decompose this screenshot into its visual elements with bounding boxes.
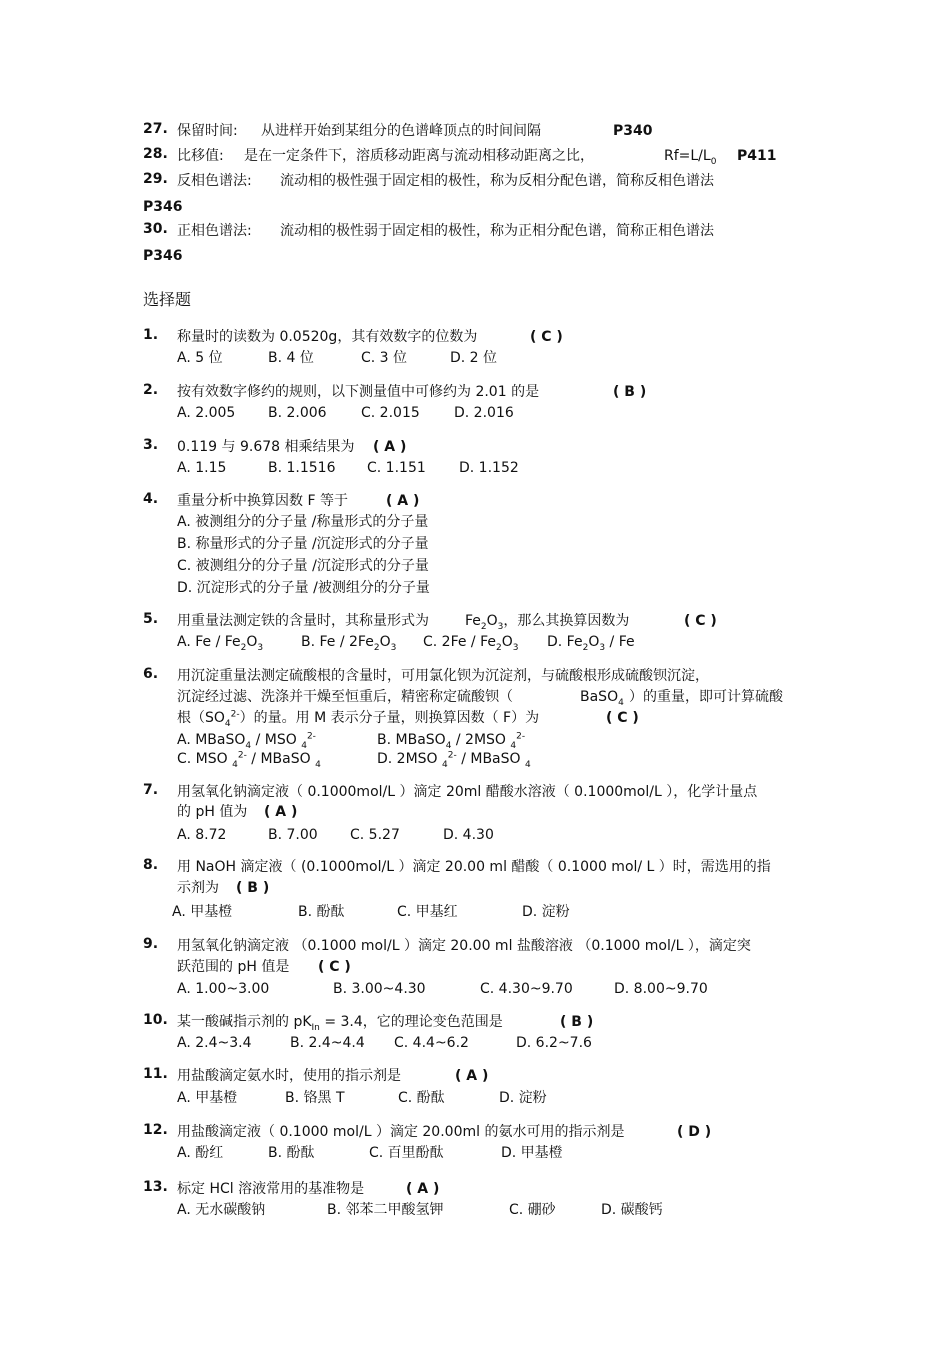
question-stem: 用盐酸滴定液（ 0.1000 mol/L ）滴定 20.00ml 的氨水可用的指示剂是 xyxy=(177,1124,625,1140)
answer-key: ( A ) xyxy=(373,439,407,455)
question-stem-line: 跃范围的 pH 值是 xyxy=(177,959,290,975)
option: C. 5.27 xyxy=(350,827,400,843)
option: A. 8.72 xyxy=(177,827,227,843)
question-stem: 某一酸碱指示剂的 $pK_{In} = 3.4$，它的理论变色范围是 xyxy=(177,1014,503,1033)
option: B. Fe / $2Fe_2O_3$ xyxy=(301,634,397,653)
option: B. 1.1516 xyxy=(268,460,336,476)
question-stem-line: ）的重量，即可计算硫酸 xyxy=(629,689,783,705)
option: D. 1.152 xyxy=(459,460,519,476)
option: A. 被测组分的分子量 /称量形式的分子量 xyxy=(177,514,429,530)
question-number: 4. xyxy=(143,491,159,507)
definition-text: 流动相的极性弱于固定相的极性，称为正相分配色谱，简称正相色谱法 xyxy=(280,223,714,239)
option: B. 3.00~4.30 xyxy=(333,981,426,997)
answer-key: ( A ) xyxy=(264,804,298,820)
option: C. MSO $_4^{2-}$ / MBaSO $_4$ xyxy=(177,750,321,770)
option: A. 甲基橙 xyxy=(177,1090,238,1106)
question-stem-line: 的 pH 值为 xyxy=(177,804,248,820)
option: A. 酚红 xyxy=(177,1145,224,1161)
option: A. 2.005 xyxy=(177,405,236,421)
option: C. 4.30~9.70 xyxy=(480,981,573,997)
option: D. 8.00~9.70 xyxy=(614,981,708,997)
option: A. 1.00~3.00 xyxy=(177,981,270,997)
question-number: 7. xyxy=(143,782,159,798)
page-reference: P340 xyxy=(613,123,653,139)
option: C. 酚酞 xyxy=(398,1090,445,1106)
option: A. MBaSO$_4$ / MSO $_4^{2-}$ xyxy=(177,731,316,751)
option: B. 酚酞 xyxy=(298,904,345,920)
item-number: 29. xyxy=(143,171,168,187)
item-number: 28. xyxy=(143,146,168,162)
option: B. 铬黑 T xyxy=(285,1090,345,1106)
option: C. 甲基红 xyxy=(397,904,458,920)
answer-key: ( C ) xyxy=(684,613,717,629)
option: C. 4.4~6.2 xyxy=(394,1035,469,1051)
question-stem-line: 沉淀经过滤、洗涤并干燥至恒重后，精密称定硫酸钡（ xyxy=(177,689,513,705)
answer-key: ( A ) xyxy=(386,493,420,509)
option: B. 酚酞 xyxy=(268,1145,315,1161)
answer-key: ( B ) xyxy=(236,880,270,896)
answer-key: ( C ) xyxy=(530,329,563,345)
option: B. 称量形式的分子量 /沉淀形式的分子量 xyxy=(177,536,429,552)
option: B. 2.006 xyxy=(268,405,327,421)
option: B. 4 位 xyxy=(268,350,314,366)
option: D. 甲基橙 xyxy=(501,1145,563,1161)
answer-key: ( B ) xyxy=(560,1014,594,1030)
option: D. 淀粉 xyxy=(499,1090,547,1106)
option: D. $Fe_2O_3$ / Fe xyxy=(547,634,635,653)
option: D. 2MSO $_4^{2-}$ / MBaSO $_4$ xyxy=(377,750,531,770)
option: A. 2.4~3.4 xyxy=(177,1035,252,1051)
answer-key: ( A ) xyxy=(406,1181,440,1197)
option: B. 7.00 xyxy=(268,827,318,843)
option: B. MBaSO$_4$ / 2MSO $_4^{2-}$ xyxy=(377,731,526,751)
answer-key: ( A ) xyxy=(455,1068,489,1084)
chem-formula: BaSO$_4$ xyxy=(580,689,624,708)
option: A. 1.15 xyxy=(177,460,227,476)
definition-text: 是在一定条件下，溶质移动距离与流动相移动距离之比， xyxy=(244,148,594,164)
definition-term: 比移值: xyxy=(177,148,224,164)
question-stem: 标定 HCl 溶液常用的基准物是 xyxy=(177,1181,365,1197)
question-stem: 用重量法测定铁的含量时，其称量形式为 $Fe_2O_3$，那么其换算因数为 xyxy=(177,613,630,632)
question-stem-line: 用氢氧化钠滴定液 （0.1000 mol/L ）滴定 20.00 ml 盐酸溶液 （0.1000 mol/L ），滴定突 xyxy=(177,938,751,954)
option: A. 甲基橙 xyxy=(172,904,233,920)
question-number: 2. xyxy=(143,382,159,398)
answer-key: ( C ) xyxy=(606,710,639,726)
question-stem-line: 根$(SO_4^{2-})$的量。用 M 表示分子量，则换算因数（ F）为 xyxy=(177,709,540,729)
definition-text: 流动相的极性强于固定相的极性，称为反相分配色谱，简称反相色谱法 xyxy=(280,173,714,189)
option: D. 碳酸钙 xyxy=(601,1202,663,1218)
page-reference: P346 xyxy=(143,199,183,215)
option: C. 被测组分的分子量 /沉淀形式的分子量 xyxy=(177,558,429,574)
section-title: 选择题 xyxy=(143,290,192,309)
question-number: 5. xyxy=(143,611,159,627)
question-number: 12. xyxy=(143,1122,168,1138)
question-stem: 用盐酸滴定氨水时，使用的指示剂是 xyxy=(177,1068,401,1084)
question-number: 6. xyxy=(143,666,159,682)
question-number: 1. xyxy=(143,327,159,343)
option: A. Fe / $Fe_2O_3$ xyxy=(177,634,264,653)
answer-key: ( C ) xyxy=(318,959,351,975)
question-stem: 按有效数字修约的规则，以下测量值中可修约为 2.01 的是 xyxy=(177,384,540,400)
question-stem-line: 示剂为 xyxy=(177,880,219,896)
definition-text: 从进样开始到某组分的色谱峰顶点的时间间隔 xyxy=(261,123,541,139)
question-stem-line: 用氢氧化钠滴定液（ 0.1000mol/L ）滴定 20ml 醋酸水溶液（ 0.1000mol/L ），化学计量点 xyxy=(177,784,758,800)
option: C. 硼砂 xyxy=(509,1202,556,1218)
question-number: 11. xyxy=(143,1066,168,1082)
question-number: 10. xyxy=(143,1012,168,1028)
question-stem: 称量时的读数为 0.0520g，其有效数字的位数为 xyxy=(177,329,478,345)
option: C. 3 位 xyxy=(361,350,408,366)
option: B. 邻苯二甲酸氢钾 xyxy=(327,1202,444,1218)
option: D. 4.30 xyxy=(443,827,494,843)
option: D. 2 位 xyxy=(450,350,498,366)
definition-term: 保留时间: xyxy=(177,123,238,139)
question-stem: 重量分析中换算因数 F 等于 xyxy=(177,493,348,509)
question-stem: 0.119 与 9.678 相乘结果为 xyxy=(177,439,355,455)
option: D. 2.016 xyxy=(454,405,514,421)
answer-key: ( D ) xyxy=(677,1124,712,1140)
option: C. 百里酚酞 xyxy=(369,1145,444,1161)
question-stem-line: 用沉淀重量法测定硫酸根的含量时，可用氯化钡为沉淀剂，与硫酸根形成硫酸钡沉淀， xyxy=(177,668,709,684)
option: B. 2.4~4.4 xyxy=(290,1035,365,1051)
option: C. 1.151 xyxy=(367,460,426,476)
question-number: 8. xyxy=(143,857,159,873)
page-reference: P346 xyxy=(143,248,183,264)
option: C. $2Fe / Fe_2O_3$ xyxy=(423,634,519,653)
option: D. 淀粉 xyxy=(522,904,570,920)
question-stem-line: 用 NaOH 滴定液（ (0.1000mol/L ）滴定 20.00 ml 醋酸（ 0.1000 mol/ L ）时，需选用的指 xyxy=(177,859,771,875)
item-number: 30. xyxy=(143,221,168,237)
option: D. 6.2~7.6 xyxy=(516,1035,592,1051)
option: D. 沉淀形式的分子量 /被测组分的分子量 xyxy=(177,580,430,596)
option: C. 2.015 xyxy=(361,405,420,421)
answer-key: ( B ) xyxy=(613,384,647,400)
option: A. 无水碳酸钠 xyxy=(177,1202,266,1218)
question-number: 3. xyxy=(143,437,159,453)
page-reference: P411 xyxy=(737,148,777,164)
option: A. 5 位 xyxy=(177,350,223,366)
definition-term: 正相色谱法: xyxy=(177,223,252,239)
formula: $Rf=L/L_0$ xyxy=(664,148,717,167)
item-number: 27. xyxy=(143,121,168,137)
question-number: 9. xyxy=(143,936,159,952)
question-number: 13. xyxy=(143,1179,168,1195)
definition-term: 反相色谱法: xyxy=(177,173,252,189)
